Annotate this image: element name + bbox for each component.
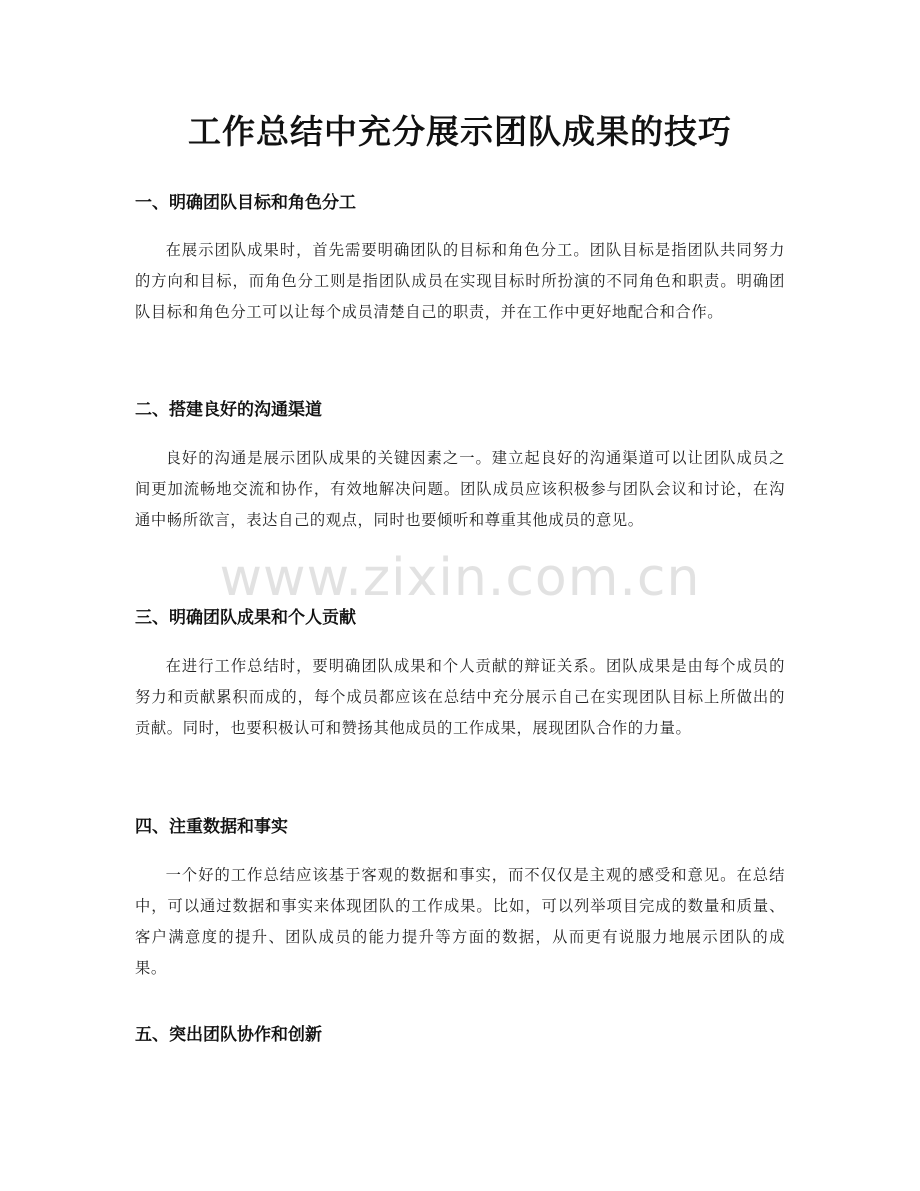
section-body-4: 一个好的工作总结应该基于客观的数据和事实，而不仅仅是主观的感受和意见。在总结中，可以通过数据和事实来体现团队的工作成果。比如，可以列举项目完成的数量和质量、客户满意度的提升、团队成员的能力提升等方面的数据，从而更有说服力地展示团队的成果。 (135, 866, 785, 977)
section-heading-5: 五、突出团队协作和创新 (135, 1025, 322, 1045)
section-heading-3: 三、明确团队成果和个人贡献 (135, 608, 356, 628)
section-body-1: 在展示团队成果时，首先需要明确团队的目标和角色分工。团队目标是指团队共同努力的方向和目标，而角色分工则是指团队成员在实现目标时所扮演的不同角色和职责。明确团队目标和角色分工可以让每个成员清楚自己的职责，并在工作中更好地配合和合作。 (135, 241, 785, 321)
section-heading-2: 二、搭建良好的沟通渠道 (135, 400, 322, 420)
section-heading-4: 四、注重数据和事实 (135, 817, 288, 837)
section-heading-1: 一、明确团队目标和角色分工 (135, 193, 356, 213)
watermark: www.zixin.com.cn (219, 548, 701, 608)
section-body-3: 在进行工作总结时，要明确团队成果和个人贡献的辩证关系。团队成果是由每个成员的努力和贡献累积而成的，每个成员都应该在总结中充分展示自己在实现团队目标上所做出的贡献。同时，也要积极认可和赞扬其他成员的工作成果，展现团队合作的力量。 (135, 657, 785, 737)
document-title: 工作总结中充分展示团队成果的技巧 (188, 112, 732, 151)
section-body-2: 良好的沟通是展示团队成果的关键因素之一。建立起良好的沟通渠道可以让团队成员之间更加流畅地交流和协作，有效地解决问题。团队成员应该积极参与团队会议和讨论，在沟通中畅所欲言，表达自己的观点，同时也要倾听和尊重其他成员的意见。 (135, 449, 785, 529)
